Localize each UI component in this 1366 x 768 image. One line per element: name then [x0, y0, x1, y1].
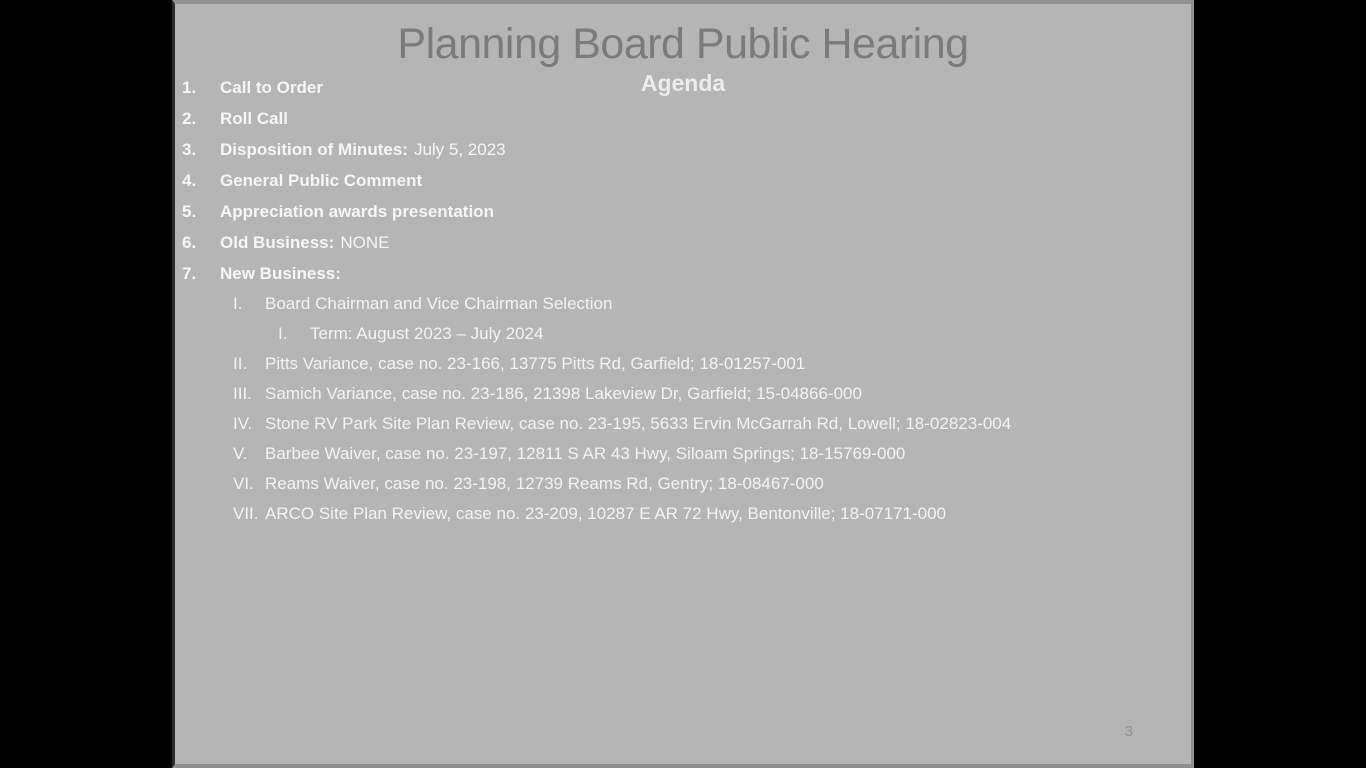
- agenda-item-label: Call to Order: [220, 77, 323, 97]
- new-business-item-numeral: II.: [233, 354, 248, 373]
- agenda-item-label: Old Business:: [220, 232, 335, 252]
- new-business-item-numeral: VII.: [233, 504, 259, 523]
- agenda-item-number: 1.: [182, 77, 197, 97]
- slide-page-number: 3: [1124, 723, 1133, 740]
- agenda-item-7: [182, 258, 506, 289]
- agenda-item-number: 5.: [182, 201, 197, 221]
- agenda-item-5: [182, 196, 506, 227]
- new-business-item-text: Stone RV Park Site Plan Review, case no. 23-195, 5633 Ervin McGarrah Rd, Lowell; 18-02823-004: [265, 414, 1012, 433]
- new-business-item-1-sub-1: [182, 319, 1011, 349]
- agenda-item-3: [182, 134, 506, 165]
- agenda-item-label: New Business:: [220, 263, 341, 283]
- new-business-item-2: [182, 349, 1011, 379]
- agenda-item-number: 3.: [182, 139, 197, 159]
- new-business-list: [182, 289, 1011, 529]
- new-business-item-numeral: VI.: [233, 474, 254, 493]
- presentation-slide: [172, 0, 1194, 768]
- new-business-item-7: [182, 499, 1011, 529]
- agenda-item-number: 4.: [182, 170, 197, 190]
- new-business-item-1: [182, 289, 1011, 319]
- agenda-item-label: Appreciation awards presentation: [220, 201, 494, 221]
- agenda-item-number: 7.: [182, 263, 197, 283]
- new-business-item-5: [182, 439, 1011, 469]
- new-business-item-text: Barbee Waiver, case no. 23-197, 12811 S AR 43 Hwy, Siloam Springs; 18-15769-000: [265, 444, 906, 463]
- new-business-item-text: Term: August 2023 – July 2024: [310, 324, 544, 343]
- slide-subtitle: Agenda: [640, 70, 726, 96]
- agenda-item-6: [182, 227, 506, 258]
- agenda-item-label: Disposition of Minutes:: [220, 139, 408, 159]
- new-business-item-text: Samich Variance, case no. 23-186, 21398 Lakeview Dr, Garfield; 15-04866-000: [265, 384, 862, 403]
- new-business-item-numeral: V.: [233, 444, 248, 463]
- new-business-item-6: [182, 469, 1011, 499]
- new-business-item-text: Board Chairman and Vice Chairman Selection: [265, 294, 613, 313]
- new-business-item-3: [182, 379, 1011, 409]
- agenda-item-2: [182, 103, 506, 134]
- agenda-item-detail: NONE: [340, 232, 390, 252]
- new-business-item-numeral: I.: [278, 324, 288, 343]
- new-business-item-numeral: III.: [233, 384, 252, 403]
- agenda-item-label: General Public Comment: [220, 170, 423, 190]
- agenda-list: [182, 72, 506, 289]
- new-business-item-text: ARCO Site Plan Review, case no. 23-209, 10287 E AR 72 Hwy, Bentonville; 18-07171-000: [265, 504, 947, 523]
- agenda-item-number: 2.: [182, 108, 197, 128]
- slide-title: Planning Board Public Hearing: [397, 20, 969, 68]
- new-business-item-numeral: I.: [233, 294, 243, 313]
- new-business-item-text: Reams Waiver, case no. 23-198, 12739 Reams Rd, Gentry; 18-08467-000: [265, 474, 824, 493]
- new-business-item-text: Pitts Variance, case no. 23-166, 13775 Pitts Rd, Garfield; 18-01257-001: [265, 354, 806, 373]
- agenda-item-number: 6.: [182, 232, 197, 252]
- agenda-item-label: Roll Call: [220, 108, 289, 128]
- new-business-item-4: [182, 409, 1011, 439]
- agenda-item-4: [182, 165, 506, 196]
- agenda-item-detail: July 5, 2023: [413, 139, 506, 159]
- agenda-item-1: [182, 72, 506, 103]
- new-business-item-numeral: IV.: [233, 414, 253, 433]
